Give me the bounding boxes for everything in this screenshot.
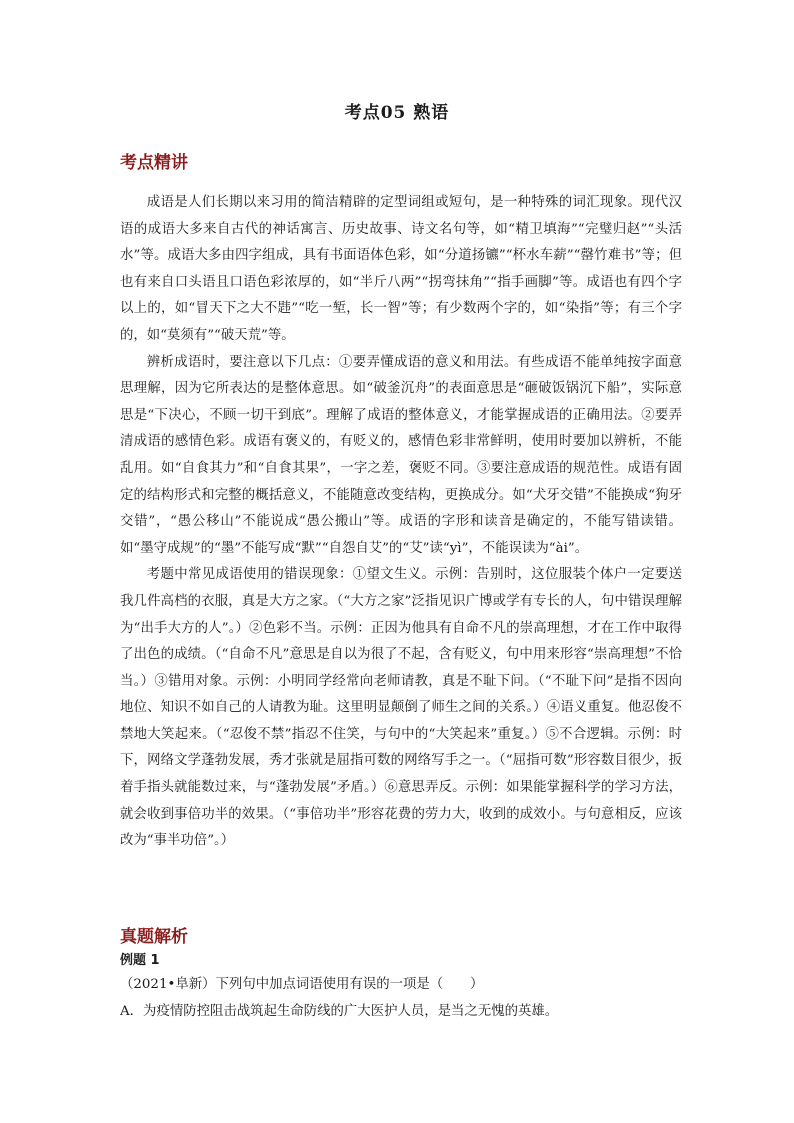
paragraph-definition: 成语是人们长期以来习用的简洁精辟的定型词组或短句，是一种特殊的词汇现象。现代汉语的成语大多来自古代的神话寓言、历史故事、诗文名句等，如“精卫填海”“完璧归赵”“头活水”等。成语大多由四字组成，具有书面语体色彩，如“分道扬镳”“杯水车薪”“罄竹难书”等；但也有来自口头语且口语色彩浓厚的，如“半斤八两”“拐弯抹角”“指手画脚”等。成语也有四个字以上的，如“冒天下之大不韪”“吃一堑，长一智”等；有少数两个字的，如“染指”等；有三个字的，如“莫须有”“破天荒”等。: [120, 195, 682, 343]
section-heading-key-points: 考点精讲: [120, 153, 188, 173]
section-heading-exam-analysis: 真题解析: [120, 927, 188, 947]
example-label: 例题 1: [120, 953, 160, 968]
explanation-body: [120, 190, 682, 855]
example-option-a: A．为疫情防控阻击战筑起生命防线的广大医护人员，是当之无愧的英雄。: [120, 1004, 559, 1019]
example-question: （2021•阜新）下列句中加点词语使用有误的一项是（ ）: [120, 977, 484, 992]
paragraph-common-errors: 考题中常见成语使用的错误现象：①望文生义。示例：告别时，这位服装个体户一定要送我几件高档的衣服，真是大方之家。（“大方之家”泛指见识广博或学有专长的人，句中错误理解为“出手大方的人”。）②色彩不当。示例：正因为他具有自命不凡的崇高理想，才在工作中取得了出色的成绩。（“自命不凡”意思是自以为很了不起，含有贬义，句中用来形容“崇高理想”不恰当。）③错用对象。示例：小明同学经常向老师请教，真是不耻下问。（“不耻下问”是指不因向地位、知识不如自己的人请教为耻。这里明显颠倒了师生之间的关系。）④语义重复。他忍俊不禁地大笑起来。（“忍俊不禁”指忍不住笑，与句中的“大笑起来”重复。）⑤不合逻辑。示例：时下，网络文学蓬勃发展，秀才张就是屈指可数的网络写手之一。（“屈指可数”形容数目很少，扳着手指头就能数过来，与“蓬勃发展”矛盾。）⑥意思弄反。示例：如果能掌握科学的学习方法，就会收到事倍功半的效果。（“事倍功半”形容花费的劳力大，收到的成效小。与句意相反，应该改为“事半功倍”。）: [120, 567, 682, 849]
paragraph-analysis: 辨析成语时，要注意以下几点：①要弄懂成语的意义和用法。有些成语不能单纯按字面意思理解，因为它所表达的是整体意思。如“破釜沉舟”的表面意思是“砸破饭锅沉下船”，实际意思是“下决心，不顾一切干到底”。理解了成语的整体意义，才能掌握成语的正确用法。②要弄清成语的感情色彩。成语有褒义的，有贬义的，感情色彩非常鲜明，使用时要加以辨析，不能乱用。如“自食其力”和“自食其果”，一字之差，褒贬不同。③要注意成语的规范性。成语有固定的结构形式和完整的概括意义，不能随意改变结构，更换成分。如“犬牙交错”不能换成“狗牙交错”，“愚公移山”不能说成“愚公搬山”等。成语的字形和读音是确定的，不能写错读错。如“墨守成规”的“墨”不能写成“默”“自怨自艾”的“艾”读“yì”，不能误读为“ài”。: [120, 354, 682, 556]
page-title: 考点05 熟语: [344, 103, 450, 123]
